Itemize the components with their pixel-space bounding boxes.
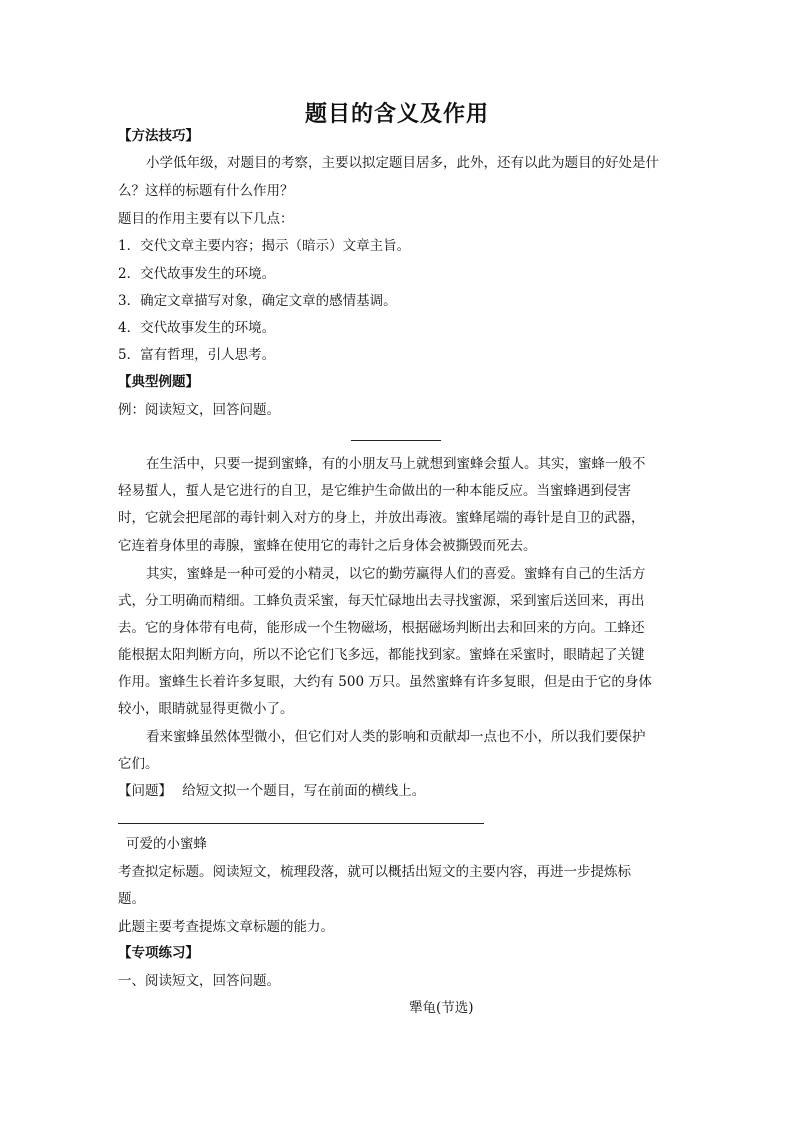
passage-line-10: 较小，眼睛就显得更微小了。 [118,701,294,717]
example-heading: 【典型例题】 [118,374,199,390]
example-instruction: 例：阅读短文，回答问题。 [118,402,280,418]
practice-item-1: 一、阅读短文，回答问题。 [118,973,280,989]
passage-line-8: 能根据太阳判断方向，所以不论它们飞多远，都能找到家。蜜蜂在采蜜时，眼睛起了关键 [118,647,645,663]
question-label: 【问题】 [118,783,172,799]
method-intro-line-1: 小学低年级，对题目的考察，主要以拟定题目居多，此外，还有以此为题目的好处是什 [146,155,659,171]
analysis-line-2: 题。 [118,891,145,907]
method-point-3: 3．确定文章描写对象，确定文章的感情基调。 [118,293,397,309]
analysis-line-3: 此题主要考查提炼文章标题的能力。 [118,919,334,935]
question [118,781,425,801]
analysis-line-1: 考查拟定标题。阅读短文，梳理段落，就可以概括出短文的主要内容，再进一步提炼标 [118,864,631,880]
question-text: 给短文拟一个题目，写在前面的横线上。 [182,783,426,799]
passage-line-3: 时，它就会把尾部的毒针刺入对方的身上，并放出毒液。蜜蜂尾端的毒针是自卫的武器， [118,510,645,526]
method-intro-line-2: 么？这样的标题有什么作用？ [118,183,294,199]
method-point-4: 4．交代故事发生的环境。 [118,320,276,336]
answer-blank-line [118,823,484,824]
passage-line-5: 其实，蜜蜂是一种可爱的小精灵，以它的勤劳赢得人们的喜爱。蜜蜂有自己的生活方 [146,566,646,582]
practice-passage-title: 犟龟(节选) [409,1000,474,1016]
passage-line-12: 它们。 [118,756,159,772]
passage-line-1: 在生活中，只要一提到蜜蜂，有的小朋友马上就想到蜜蜂会蜇人。其实，蜜蜂一般不 [146,456,646,472]
passage-line-4: 它连着身体里的毒腺，蜜蜂在使用它的毒针之后身体会被撕毁而死去。 [118,538,537,554]
answer-text: 可爱的小蜜蜂 [126,836,207,852]
passage-line-11: 看来蜜蜂虽然体型微小，但它们对人类的影响和贡献却一点也不小，所以我们要保护 [146,729,646,745]
passage-line-2: 轻易蜇人，蜇人是它进行的自卫，是它维护生命做出的一种本能反应。当蜜蜂遇到侵害 [118,483,631,499]
practice-heading: 【专项练习】 [118,945,199,961]
method-lead: 题目的作用主要有以下几点： [118,211,294,227]
passage-line-7: 去。它的身体带有电荷，能形成一个生物磁场，根据磁场判断出去和回来的方向。工蜂还 [118,620,645,636]
method-point-2: 2．交代故事发生的环境。 [118,266,276,282]
method-point-5: 5．富有哲理，引人思考。 [118,347,276,363]
title-blank-line [351,440,441,441]
method-heading: 【方法技巧】 [118,128,199,144]
passage-line-6: 式，分工明确而精细。工蜂负责采蜜，每天忙碌地出去寻找蜜源，采到蜜后送回来，再出 [118,593,645,609]
passage-line-9: 作用。蜜蜂生长着许多复眼，大约有 500 万只。虽然蜜蜂有许多复眼，但是由于它的身体 [118,674,652,690]
page-title: 题目的含义及作用 [304,101,489,127]
method-point-1: 1．交代文章主要内容；揭示（暗示）文章主旨。 [118,238,411,254]
